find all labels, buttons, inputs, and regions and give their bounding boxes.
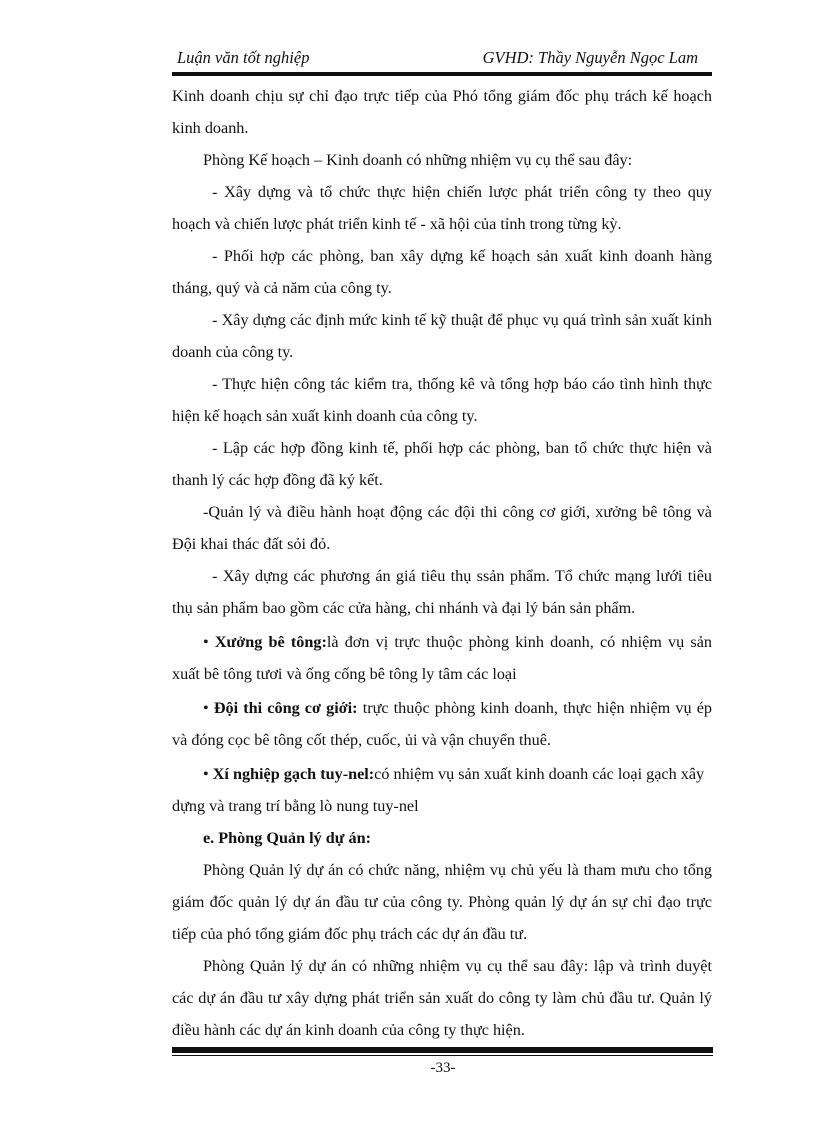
bullet-text: là đơn vị trực thuộc phòng kinh doanh, có nhiệm vụ sản xuất bê tông tươi và ống cống bê tông ly tâm các loại xyxy=(172,633,712,683)
bullet-icon: • xyxy=(203,633,209,651)
section-heading: e. Phòng Quản lý dự án: xyxy=(203,829,372,847)
bullet-text: có nhiệm vụ sản xuất kinh doanh các loại gạch xây dựng và trang trí bằng lò nung tuy-nel xyxy=(172,765,705,815)
paragraph: - Xây dựng và tổ chức thực hiện chiến lược phát triển công ty theo quy hoạch và chiến lược phát triển kinh tế - xã hội của tỉnh trong từng kỳ. xyxy=(172,183,712,233)
bullet-item xyxy=(172,626,712,690)
header-rule xyxy=(172,72,712,76)
header-advisor: GVHD: Thầy Nguyễn Ngọc Lam xyxy=(482,48,698,67)
paragraph: Phòng Kế hoạch – Kinh doanh có những nhiệm vụ cụ thể sau đây: xyxy=(203,151,633,169)
bullet-text: trực thuộc phòng kinh doanh, thực hiện nhiệm vụ ép và đóng cọc bê tông cốt thép, cuốc, ủi và vận chuyển thuê. xyxy=(172,699,713,749)
footer-rule-thin xyxy=(172,1055,713,1056)
paragraph: -Quản lý và điều hành hoạt động các đội thi công cơ giới, xưởng bê tông và Đội khai thác đất sỏi đỏ. xyxy=(172,503,712,553)
bullet-item xyxy=(172,692,712,756)
paragraph: - Xây dựng các phương án giá tiêu thụ ssản phẩm. Tổ chức mạng lưới tiêu thụ sản phẩm bao gồm các cửa hàng, chi nhánh và đại lý bán sản phẩm. xyxy=(172,567,712,617)
bullet-item xyxy=(172,758,712,822)
header-thesis-title: Luận văn tốt nghiệp xyxy=(177,48,310,67)
bullet-icon: • xyxy=(203,765,209,783)
bullet-title: Xí nghiệp gạch tuy-nel: xyxy=(212,765,375,783)
paragraph: - Xây dựng các định mức kinh tế kỹ thuật để phục vụ quá trình sản xuất kinh doanh của công ty. xyxy=(172,311,712,361)
page-body xyxy=(172,80,712,1046)
paragraph: Kinh doanh chịu sự chỉ đạo trực tiếp của Phó tổng giám đốc phụ trách kế hoạch kinh doanh. xyxy=(172,87,712,137)
paragraph: Phòng Quản lý dự án có chức năng, nhiệm vụ chủ yếu là tham mưu cho tổng giám đốc quản lý dự án đầu tư của công ty. Phòng quản lý dự án sự chỉ đạo trực tiếp của phó tổng giám đốc phụ trách các dự án đầu tư. xyxy=(172,861,712,943)
footer-rule xyxy=(172,1047,713,1053)
bullet-icon: • xyxy=(203,699,209,717)
bullet-title: Đội thi công cơ giới: xyxy=(213,699,358,717)
page-header xyxy=(175,48,712,70)
bullet-title: Xưởng bê tông: xyxy=(214,633,327,651)
paragraph: Phòng Quản lý dự án có những nhiệm vụ cụ thể sau đây: lập và trình duyệt các dự án đầu tư xây dựng phát triển sản xuất do công ty làm chủ đầu tư. Quản lý điều hành các dự án kinh doanh của công ty thực hiện. xyxy=(172,957,712,1039)
page-number: -33- xyxy=(430,1060,456,1076)
paragraph: - Thực hiện công tác kiểm tra, thống kê và tổng hợp báo cáo tình hình thực hiện kế hoạch sản xuất kinh doanh của công ty. xyxy=(172,375,712,425)
paragraph: - Phối hợp các phòng, ban xây dựng kế hoạch sản xuất kinh doanh hàng tháng, quý và cả năm của công ty. xyxy=(172,247,712,297)
paragraph: - Lập các hợp đồng kinh tế, phối hợp các phòng, ban tổ chức thực hiện và thanh lý các hợp đồng đã ký kết. xyxy=(172,439,712,489)
